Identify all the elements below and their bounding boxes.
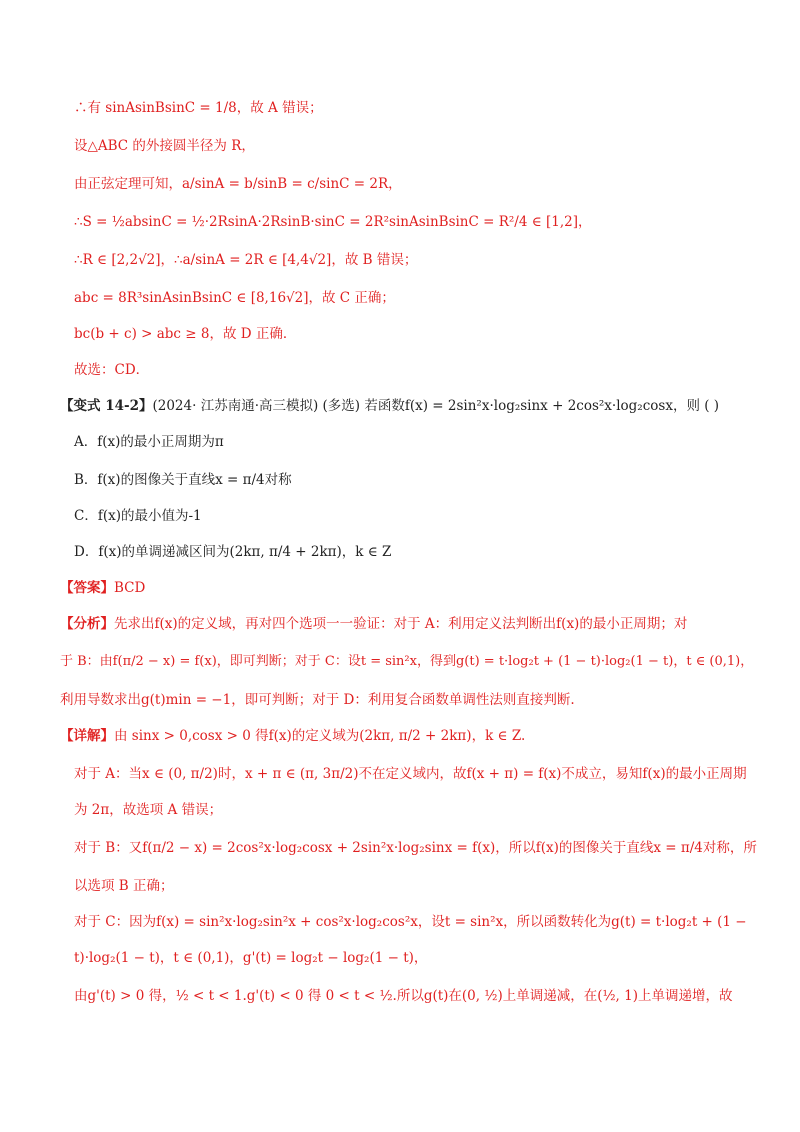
problem-stem <box>60 396 736 416</box>
analysis-text-1: 先求出f(x)的定义域，再对四个选项一一验证：对于 A：利用定义法判断出f(x)的最小正周期；对 <box>114 616 688 632</box>
solution-line-3: 由正弦定理可知，a/sinA = b/sinB = c/sinC = 2R， <box>74 176 402 192</box>
solution-line-8: 故选：CD． <box>74 362 150 378</box>
detail-line-3: 为 2π，故选项 A 错误； <box>74 802 223 818</box>
analysis-line-2: 于 B：由f(π/2 − x) = f(x)，即可判断；对于 C：设t = sin²x，得到g(t) = t·log₂t + (1 − t)·log₂(1 − t)，t ∈ (0,1)， <box>60 654 754 669</box>
problem-label: 【变式 14-2】 <box>60 398 153 414</box>
detail-line-1 <box>60 726 736 746</box>
solution-line-2: 设△ABC 的外接圆半径为 R， <box>74 138 255 154</box>
detail-line-8: 由g'(t) > 0 得，½ < t < 1.g'(t) < 0 得 0 < t < ½.所以g(t)在(0, ½)上单调递减，在(½, 1)上单调递增，故 <box>74 988 733 1004</box>
analysis-line-1 <box>60 614 736 634</box>
analysis-line-3: 利用导数求出g(t)min = −1，即可判断；对于 D：利用复合函数单调性法则直接判断. <box>60 692 575 708</box>
analysis-label: 【分析】 <box>60 616 114 632</box>
solution-line-5: ∴R ∈ [2,2√2]，∴a/sinA = 2R ∈ [4,4√2]，故 B 错误； <box>74 252 418 268</box>
problem-text: (2024· 江苏南通·高三模拟) (多选) 若函数f(x) = 2sin²x·log₂sinx + 2cos²x·log₂cosx，则 ( ) <box>152 398 720 414</box>
answer-label: 【答案】 <box>60 580 114 596</box>
option-c: C．f(x)的最小值为-1 <box>74 508 202 524</box>
answer-line <box>60 578 736 598</box>
option-d: D．f(x)的单调递减区间为(2kπ, π/4 + 2kπ)，k ∈ Z <box>74 544 392 560</box>
answer-value: BCD <box>114 580 146 596</box>
solution-line-7: bc(b + c) > abc ≥ 8，故 D 正确． <box>74 326 297 342</box>
detail-text-1: 由 sinx > 0,cosx > 0 得f(x)的定义域为(2kπ, π/2 + 2kπ)，k ∈ Z. <box>114 728 526 744</box>
option-a: A．f(x)的最小正周期为π <box>74 434 224 450</box>
solution-line-4: ∴S = ½absinC = ½·2RsinA·2RsinB·sinC = 2R²sinAsinBsinC = R²/4 ∈ [1,2]， <box>74 214 592 230</box>
solution-line-6: abc = 8R³sinAsinBsinC ∈ [8,16√2]，故 C 正确； <box>74 290 395 306</box>
option-b: B．f(x)的图像关于直线x = π/4对称 <box>74 472 292 488</box>
detail-line-5: 以选项 B 正确； <box>74 878 174 894</box>
solution-line-1: ∴有 sinAsinBsinC = 1/8，故 A 错误； <box>74 100 323 116</box>
detail-line-2: 对于 A：当x ∈ (0, π/2)时，x + π ∈ (π, 3π/2)不在定义域内，故f(x + π) = f(x)不成立，易知f(x)的最小正周期 <box>74 766 747 782</box>
detail-line-4: 对于 B：又f(π/2 − x) = 2cos²x·log₂cosx + 2sin²x·log₂sinx = f(x)，所以f(x)的图像关于直线x = π/4对称，所 <box>74 840 757 856</box>
detail-line-6: 对于 C：因为f(x) = sin²x·log₂sin²x + cos²x·log₂cos²x，设t = sin²x，所以函数转化为g(t) = t·log₂t + (1 − <box>74 914 747 930</box>
detail-label: 【详解】 <box>60 728 114 744</box>
detail-line-7: t)·log₂(1 − t)，t ∈ (0,1)，g'(t) = log₂t − log₂(1 − t)， <box>74 950 428 966</box>
